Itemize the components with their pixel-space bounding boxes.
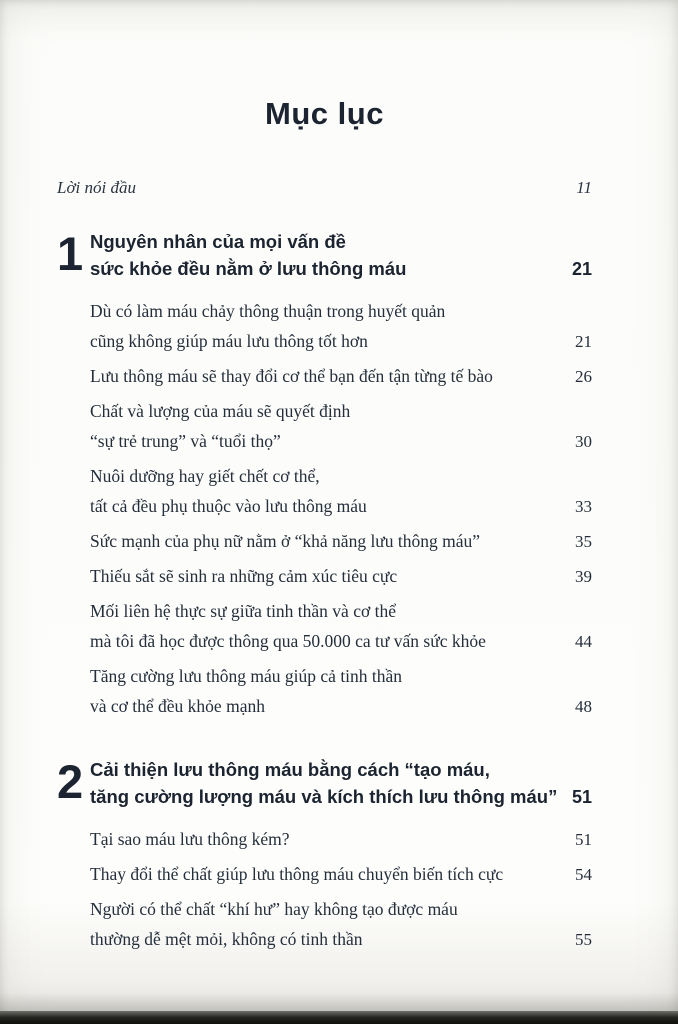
toc-entry bbox=[90, 824, 592, 855]
entry-text: thường dễ mệt mỏi, không có tinh thần bbox=[90, 929, 363, 949]
entry-text: Dù có làm máu chảy thông thuận trong huyết quản bbox=[90, 301, 446, 321]
page-title: Mục lục bbox=[265, 96, 384, 131]
chapter-heading bbox=[57, 756, 592, 811]
entry-line bbox=[90, 396, 592, 426]
entry-line bbox=[90, 426, 592, 457]
entry-text: Tăng cường lưu thông máu giúp cả tinh thần bbox=[90, 666, 403, 686]
entry-text: Nuôi dưỡng hay giết chết cơ thể, bbox=[90, 466, 320, 486]
entry-text: Thay đổi thể chất giúp lưu thông máu chuyển biến tích cực bbox=[90, 864, 504, 884]
toc-entry bbox=[90, 526, 592, 557]
chapter-title bbox=[90, 228, 592, 283]
entry-page-number: 51 bbox=[575, 830, 592, 849]
toc-entry bbox=[90, 596, 592, 657]
chapter-1 bbox=[57, 228, 592, 722]
entry-text: Chất và lượng của máu sẽ quyết định bbox=[90, 401, 351, 421]
front-matter-page-number: 11 bbox=[576, 178, 592, 197]
entry-line bbox=[90, 461, 592, 491]
chapter-title-text: sức khỏe đều nằm ở lưu thông máu bbox=[90, 258, 407, 279]
toc-entry bbox=[90, 396, 592, 457]
chapter-heading bbox=[57, 228, 592, 283]
entry-page-number: 54 bbox=[575, 865, 592, 884]
chapter-title bbox=[90, 756, 592, 811]
entry-text: Người có thể chất “khí hư” hay không tạo được máu bbox=[90, 899, 458, 919]
entry-page-number: 39 bbox=[575, 567, 592, 586]
entry-text: cũng không giúp máu lưu thông tốt hơn bbox=[90, 331, 368, 351]
entry-page-number: 48 bbox=[575, 697, 592, 716]
entry-page-number: 26 bbox=[575, 367, 592, 386]
entry-page-number: 21 bbox=[575, 332, 592, 351]
entry-line bbox=[90, 859, 592, 890]
entry-text: Lưu thông máu sẽ thay đổi cơ thể bạn đến tận từng tế bào bbox=[90, 366, 493, 386]
chapter-2 bbox=[57, 756, 592, 955]
chapter-entries bbox=[90, 296, 592, 722]
toc-entry bbox=[90, 361, 592, 392]
entry-line bbox=[90, 924, 592, 955]
entry-line bbox=[90, 824, 592, 855]
entry-page-number: 33 bbox=[575, 497, 592, 516]
entry-line bbox=[90, 491, 592, 522]
entry-text: Thiếu sắt sẽ sinh ra những cảm xúc tiêu cực bbox=[90, 566, 398, 586]
chapter-page-number: 51 bbox=[571, 787, 592, 807]
chapter-page-number: 21 bbox=[571, 259, 592, 279]
chapter-title-text: tăng cường lượng máu và kích thích lưu thông máu” bbox=[90, 786, 558, 807]
toc-entry bbox=[90, 296, 592, 357]
entry-text: Tại sao máu lưu thông kém? bbox=[90, 829, 290, 849]
entry-text: Sức mạnh của phụ nữ nằm ở “khả năng lưu thông máu” bbox=[90, 531, 481, 551]
chapter-title-text: Cải thiện lưu thông máu bằng cách “tạo máu, bbox=[90, 759, 490, 780]
entry-line bbox=[90, 326, 592, 357]
scan-edge-bar bbox=[0, 1011, 678, 1024]
chapter-title-text: Nguyên nhân của mọi vấn đề bbox=[90, 231, 346, 252]
front-matter-row bbox=[57, 178, 592, 198]
front-matter-label: Lời nói đầu bbox=[57, 178, 136, 197]
toc-entry bbox=[90, 461, 592, 522]
entry-text: tất cả đều phụ thuộc vào lưu thông máu bbox=[90, 496, 367, 516]
entry-line bbox=[90, 691, 592, 722]
chapter-title-line bbox=[90, 756, 592, 783]
entry-text: mà tôi đã học được thông qua 50.000 ca tư vấn sức khỏe bbox=[90, 631, 486, 651]
entry-line bbox=[90, 296, 592, 326]
entry-line bbox=[90, 894, 592, 924]
entry-line bbox=[90, 561, 592, 592]
entry-line bbox=[90, 626, 592, 657]
chapter-title-line bbox=[90, 255, 592, 283]
entry-text: “sự trẻ trung” và “tuổi thọ” bbox=[90, 431, 281, 451]
table-of-contents bbox=[57, 228, 592, 955]
chapter-title-line bbox=[90, 228, 592, 255]
entry-line bbox=[90, 661, 592, 691]
toc-entry bbox=[90, 661, 592, 722]
chapter-title-line bbox=[90, 783, 592, 811]
entry-page-number: 55 bbox=[575, 930, 592, 949]
entry-page-number: 35 bbox=[575, 532, 592, 551]
toc-entry bbox=[90, 561, 592, 592]
entry-page-number: 44 bbox=[575, 632, 592, 651]
toc-entry bbox=[90, 894, 592, 955]
entry-page-number: 30 bbox=[575, 432, 592, 451]
chapter-number: 1 bbox=[57, 227, 84, 280]
toc-entry bbox=[90, 859, 592, 890]
entry-text: và cơ thể đều khỏe mạnh bbox=[90, 696, 265, 716]
chapter-number: 2 bbox=[57, 755, 84, 808]
entry-text: Mối liên hệ thực sự giữa tinh thần và cơ thể bbox=[90, 601, 396, 621]
entry-line bbox=[90, 596, 592, 626]
entry-line bbox=[90, 526, 592, 557]
chapter-entries bbox=[90, 824, 592, 955]
page-bottom-shadow bbox=[0, 993, 678, 1011]
entry-line bbox=[90, 361, 592, 392]
